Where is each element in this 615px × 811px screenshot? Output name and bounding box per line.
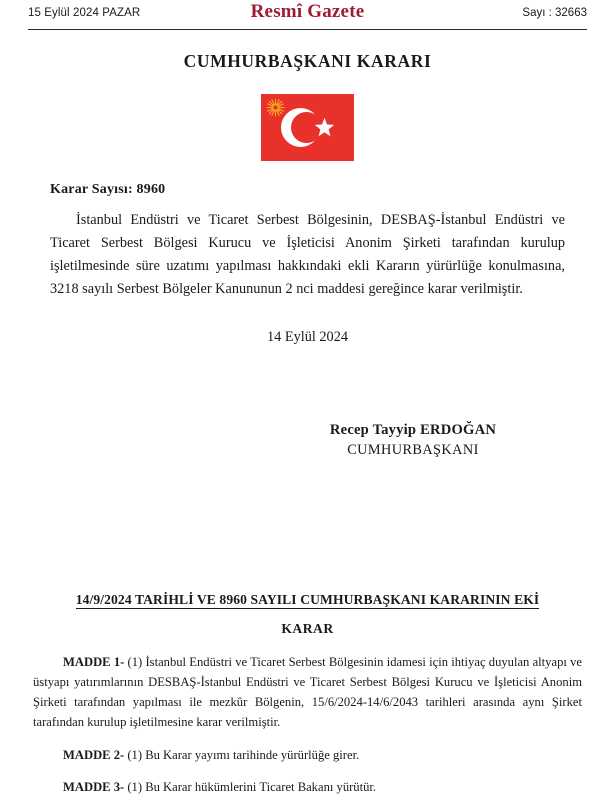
masthead-divider bbox=[28, 29, 587, 30]
article-item bbox=[33, 778, 582, 798]
article-text: (1) Bu Karar hükümlerini Ticaret Bakanı yürütür. bbox=[124, 780, 377, 795]
signature-block bbox=[263, 422, 563, 459]
article-label: MADDE 2- bbox=[63, 747, 125, 762]
article-text: (1) İstanbul Endüstri ve Ticaret Serbest Bölgesinin idamesi için ihtiyaç duyulan altyapı ve üstyapı yatırımlarının DESBAŞ-İstanbul Endüstri ve Ticaret Serbest Bölgesi Kurucu ve İşleticisi Anonim Şirketi tarafından yapılması ile mezkûr Bölgenin, 15/6/2024-14/6/2043 tarihleri arasında aynı Şirket tarafından kurulup işletilmesine karar verilmiştir. bbox=[33, 655, 582, 729]
turkish-flag-icon bbox=[261, 94, 354, 161]
signatory-title: CUMHURBAŞKANI bbox=[347, 441, 479, 458]
masthead-title: Resmî Gazete bbox=[250, 1, 365, 22]
karar-number: Karar Sayısı: 8960 bbox=[50, 182, 166, 197]
page-title: CUMHURBAŞKANI KARARI bbox=[183, 51, 432, 71]
annex-subheading bbox=[0, 621, 615, 637]
article-label: MADDE 1- bbox=[63, 655, 125, 669]
masthead-issue-number: Sayı : 32663 bbox=[522, 7, 587, 19]
annex-heading bbox=[0, 592, 615, 608]
annex-heading-text: 14/9/2024 TARİHLİ VE 8960 SAYILI CUMHURBAŞKANI KARARININ EKİ bbox=[75, 592, 540, 607]
decision-paragraph: İstanbul Endüstri ve Ticaret Serbest Bölgesinin, DESBAŞ-İstanbul Endüstri ve Ticaret Serbest Bölgesi Kurucu ve İşleticisi Anonim Şirketi tarafından kurulup işletilmesinde süre uzatımı yapılması hakkındaki ekli Kararın yürürlüğe konulmasına, 3218 sayılı Serbest Bölgeler Kanununun 2 nci maddesi gereğince karar verilmiştir. bbox=[50, 212, 565, 298]
flag-container bbox=[0, 94, 615, 161]
masthead bbox=[0, 0, 615, 26]
article-item bbox=[33, 746, 582, 766]
annex-articles bbox=[33, 653, 582, 798]
decision-body bbox=[50, 209, 565, 346]
annex-section bbox=[0, 592, 615, 811]
decision-date: 14 Eylül 2024 bbox=[266, 328, 348, 345]
signatory-name: Recep Tayyip ERDOĞAN bbox=[329, 421, 497, 438]
sun-emblem-icon bbox=[266, 98, 285, 117]
article-label: MADDE 3- bbox=[63, 780, 125, 795]
annex-subheading-text: KARAR bbox=[281, 621, 334, 636]
article-item bbox=[33, 653, 582, 733]
masthead-date: 15 Eylül 2024 PAZAR bbox=[28, 7, 141, 19]
star-icon bbox=[314, 117, 335, 138]
article-text: (1) Bu Karar yayımı tarihinde yürürlüğe girer. bbox=[124, 747, 360, 762]
